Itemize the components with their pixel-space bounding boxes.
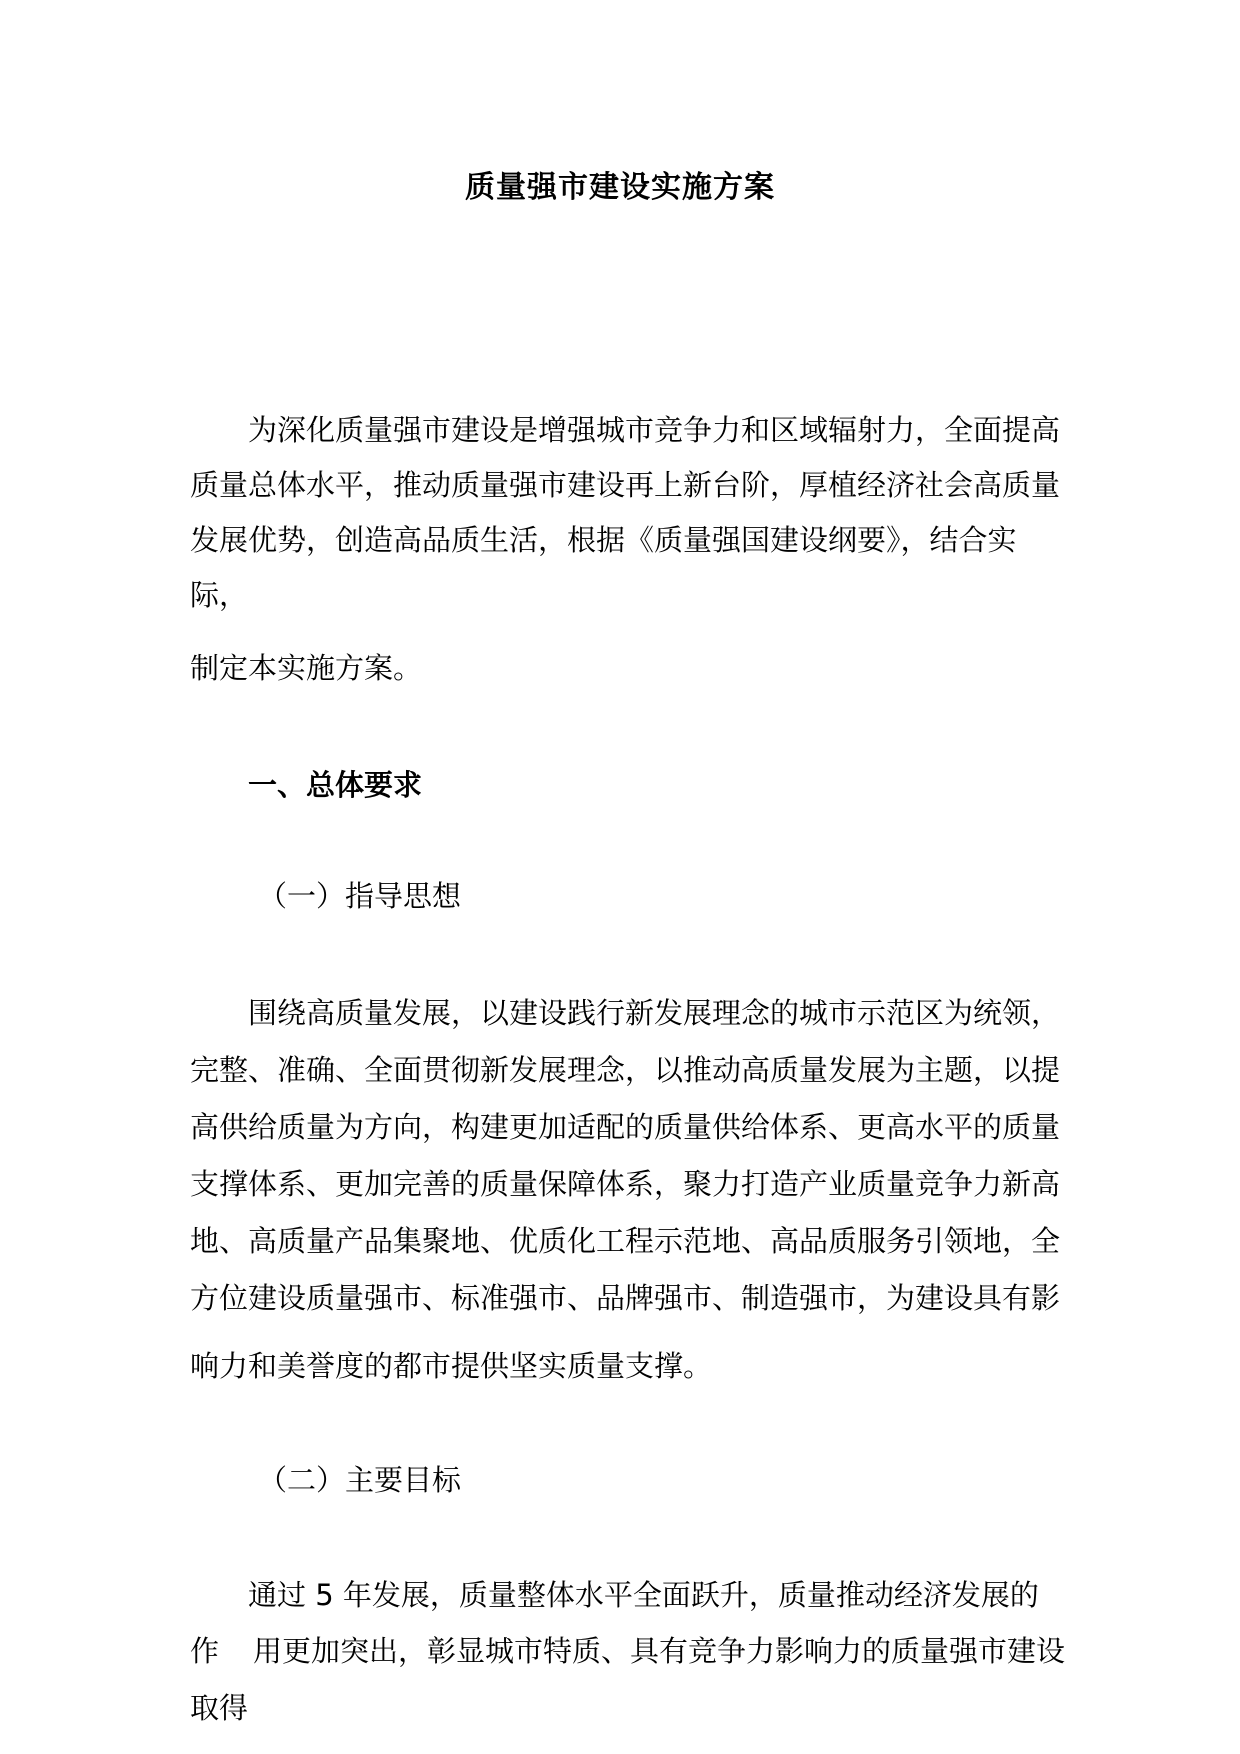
guiding-line-6: 方位建设质量强市、标准强市、品牌强市、制造强市，为建设具有影 (190, 1281, 1061, 1315)
guiding-line-1: 围绕高质量发展，以建设践行新发展理念的城市示范区为统领， (248, 996, 1061, 1030)
guiding-line-3: 高供给质量为方向，构建更加适配的质量供给体系、更高水平的质量 (190, 1110, 1061, 1144)
guiding-line-2: 完整、准确、全面贯彻新发展理念，以推动高质量发展为主题，以提 (190, 1053, 1061, 1087)
intro-line-5: 制定本实施方案。 (190, 651, 423, 685)
goals-line-3: 取得 (190, 1691, 249, 1725)
subsection-heading-guiding-ideology: （一）指导思想 (258, 879, 462, 913)
section-heading-general-requirements: 一、总体要求 (248, 768, 423, 802)
goals-line-2-start: 作 (190, 1634, 220, 1668)
intro-line-4: 际， (190, 578, 249, 612)
goals-line-2-rest: 用更加突出，彰显城市特质、具有竞争力影响力的质量强市建设 (253, 1634, 1066, 1668)
guiding-line-4: 支撑体系、更加完善的质量保障体系，聚力打造产业质量竞争力新高 (190, 1167, 1061, 1201)
intro-line-2: 质量总体水平，推动质量强市建设再上新台阶，厚植经济社会高质量 (190, 468, 1061, 502)
intro-line-3: 发展优势，创造高品质生活，根据《质量强国建设纲要》，结合实 (190, 523, 1017, 557)
document-title: 质量强市建设实施方案 (465, 170, 775, 205)
goals-line-1: 通过 5 年发展，质量整体水平全面跃升，质量推动经济发展的 (248, 1578, 1039, 1612)
intro-line-1: 为深化质量强市建设是增强城市竞争力和区域辐射力，全面提高 (248, 413, 1061, 447)
guiding-line-5: 地、高质量产品集聚地、优质化工程示范地、高品质服务引领地，全 (190, 1224, 1061, 1258)
guiding-line-7: 响力和美誉度的都市提供坚实质量支撑。 (190, 1349, 713, 1383)
goals-line-2 (190, 1631, 1065, 1671)
subsection-heading-main-goals: （二）主要目标 (258, 1463, 462, 1497)
